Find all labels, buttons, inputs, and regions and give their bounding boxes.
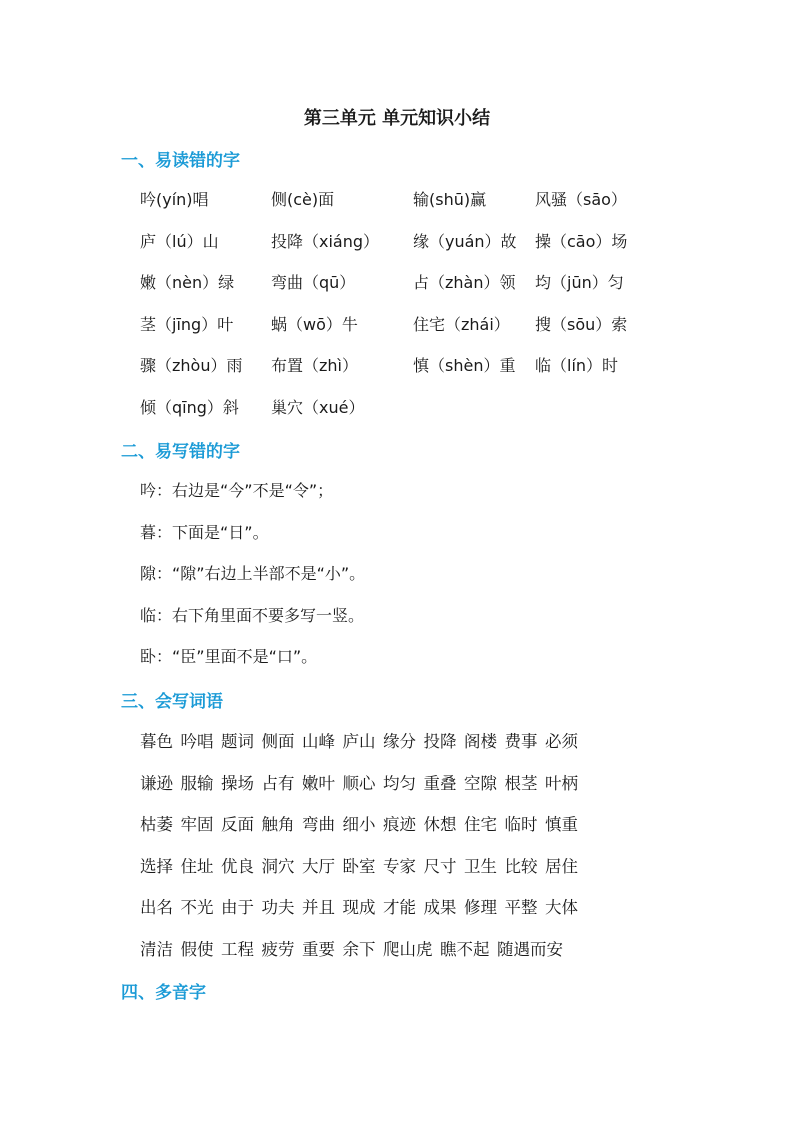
vocabulary-word: 根茎 <box>504 773 538 793</box>
vocabulary-word: 服输 <box>180 773 214 793</box>
pinyin-entry: 倾（qīng）斜 <box>140 397 239 417</box>
word-row <box>140 853 586 895</box>
vocabulary-word: 并且 <box>302 898 335 918</box>
vocabulary-word: 功夫 <box>261 898 295 918</box>
vocabulary-word: 牢固 <box>180 815 214 835</box>
pinyin-row <box>140 394 700 436</box>
vocabulary-word: 投降 <box>423 732 457 751</box>
pinyin-entry: 慎（shèn）重 <box>413 356 516 376</box>
pinyin-entry: 均（jūn）匀 <box>535 273 624 293</box>
vocabulary-word: 重要 <box>302 939 335 959</box>
pinyin-entry: 投降（xiáng） <box>271 231 380 251</box>
vocabulary-word: 细小 <box>342 815 376 835</box>
pinyin-entry: 蜗（wō）牛 <box>271 314 358 334</box>
vocabulary-word: 成果 <box>423 898 457 918</box>
vocabulary-word: 由于 <box>221 898 254 918</box>
vocabulary-word: 住址 <box>180 856 214 876</box>
vocabulary-word: 爬山虎 <box>383 939 433 959</box>
vocabulary-word: 慎重 <box>545 815 578 835</box>
vocabulary-word: 大体 <box>545 898 578 918</box>
vocabulary-word: 现成 <box>342 898 376 918</box>
vocabulary-word: 清洁 <box>140 939 173 959</box>
word-row <box>140 770 586 812</box>
vocabulary-word: 空隙 <box>464 773 497 793</box>
pinyin-entry: 布置（zhì） <box>271 356 358 376</box>
pinyin-entry: 弯曲（qū） <box>271 273 356 293</box>
vocabulary-word: 均匀 <box>383 773 416 793</box>
vocabulary-word: 缘分 <box>383 732 416 751</box>
vocabulary-word: 暮色 <box>140 732 173 751</box>
vocabulary-word: 反面 <box>221 815 254 835</box>
write-rule: 暮：下面是“日”。 <box>140 522 269 542</box>
vocabulary-word: 才能 <box>383 898 416 918</box>
vocabulary-word: 侧面 <box>261 732 295 751</box>
write-rule: 吟：右边是“今”不是“令”； <box>140 481 334 500</box>
vocabulary-word: 疲劳 <box>261 939 295 959</box>
vocabulary-word: 顺心 <box>342 773 376 793</box>
pinyin-entry: 风骚（sāo） <box>535 190 627 209</box>
vocabulary-word: 随遇而安 <box>497 939 563 959</box>
vocabulary-word: 休想 <box>423 815 457 835</box>
vocabulary-word: 题词 <box>221 732 254 751</box>
pinyin-row <box>140 352 700 394</box>
vocabulary-word: 瞧不起 <box>440 939 490 959</box>
section-heading-miswritten: 二、易写错的字 <box>121 442 240 462</box>
write-rules-list <box>140 476 365 684</box>
vocabulary-word: 尺寸 <box>423 856 457 876</box>
section-heading-polyphonic: 四、多音字 <box>121 983 206 1003</box>
vocabulary-list <box>140 728 586 978</box>
vocabulary-word: 弯曲 <box>302 815 335 835</box>
pinyin-entry: 侧(cè)面 <box>271 190 335 209</box>
pinyin-entry: 占（zhàn）领 <box>413 273 516 293</box>
pinyin-entry: 搜（sōu）索 <box>535 314 628 334</box>
write-rule: 卧：“臣”里面不是“口”。 <box>140 647 318 666</box>
pinyin-entry: 庐（lú）山 <box>140 231 219 251</box>
pinyin-entry: 缘（yuán）故 <box>413 231 517 251</box>
pinyin-row <box>140 186 700 228</box>
vocabulary-word: 卫生 <box>464 856 497 876</box>
vocabulary-word: 枯萎 <box>140 815 173 835</box>
vocabulary-word: 费事 <box>504 732 538 751</box>
vocabulary-word: 卧室 <box>342 856 376 876</box>
vocabulary-word: 大厅 <box>302 856 335 876</box>
vocabulary-word: 优良 <box>221 856 254 876</box>
page-title: 第三单元 单元知识小结 <box>303 108 491 129</box>
word-row <box>140 894 586 936</box>
write-rule: 隙：“隙”右边上半部不是“小”。 <box>140 564 366 583</box>
pinyin-entry: 临（lín）时 <box>535 356 619 376</box>
vocabulary-word: 触角 <box>261 815 295 835</box>
word-row <box>140 936 586 978</box>
pinyin-entry: 巢穴（xué） <box>271 397 365 417</box>
section-heading-vocabulary: 三、会写词语 <box>121 692 223 712</box>
vocabulary-word: 不光 <box>180 898 214 918</box>
vocabulary-word: 吟唱 <box>180 732 214 751</box>
pinyin-entry: 嫩（nèn）绿 <box>140 273 235 293</box>
vocabulary-word: 余下 <box>342 939 376 959</box>
word-row <box>140 811 586 853</box>
pinyin-grid <box>140 186 700 436</box>
vocabulary-word: 工程 <box>221 939 254 959</box>
vocabulary-word: 庐山 <box>342 732 376 751</box>
vocabulary-word: 必须 <box>545 732 578 751</box>
vocabulary-word: 洞穴 <box>261 856 295 876</box>
pinyin-entry: 骤（zhòu）雨 <box>140 356 243 376</box>
vocabulary-word: 阁楼 <box>464 732 497 751</box>
vocabulary-word: 痕迹 <box>383 815 416 835</box>
pinyin-row <box>140 269 700 311</box>
vocabulary-word: 住宅 <box>464 815 497 835</box>
pinyin-entry: 住宅（zhái） <box>413 314 510 334</box>
vocabulary-word: 假使 <box>180 939 214 959</box>
vocabulary-word: 选择 <box>140 856 173 876</box>
pinyin-row <box>140 311 700 353</box>
pinyin-row <box>140 228 700 270</box>
vocabulary-word: 操场 <box>221 773 254 793</box>
pinyin-entry: 输(shū)赢 <box>413 190 487 209</box>
vocabulary-word: 出名 <box>140 898 173 918</box>
vocabulary-word: 专家 <box>383 856 416 876</box>
vocabulary-word: 平整 <box>504 898 538 918</box>
vocabulary-word: 临时 <box>504 815 538 835</box>
section-heading-misread: 一、易读错的字 <box>121 151 240 171</box>
vocabulary-word: 嫩叶 <box>302 773 335 793</box>
vocabulary-word: 居住 <box>545 856 578 876</box>
vocabulary-word: 比较 <box>504 856 538 876</box>
vocabulary-word: 叶柄 <box>545 773 578 793</box>
vocabulary-word: 山峰 <box>302 732 335 751</box>
pinyin-entry: 操（cāo）场 <box>535 231 628 251</box>
pinyin-entry: 茎（jīng）叶 <box>140 314 234 334</box>
vocabulary-word: 修理 <box>464 898 497 918</box>
vocabulary-word: 重叠 <box>423 773 457 793</box>
vocabulary-word: 占有 <box>261 773 295 793</box>
vocabulary-word: 谦逊 <box>140 773 173 793</box>
pinyin-entry: 吟(yín)唱 <box>140 190 209 209</box>
word-row <box>140 728 586 770</box>
write-rule: 临：右下角里面不要多写一竖。 <box>140 605 365 625</box>
